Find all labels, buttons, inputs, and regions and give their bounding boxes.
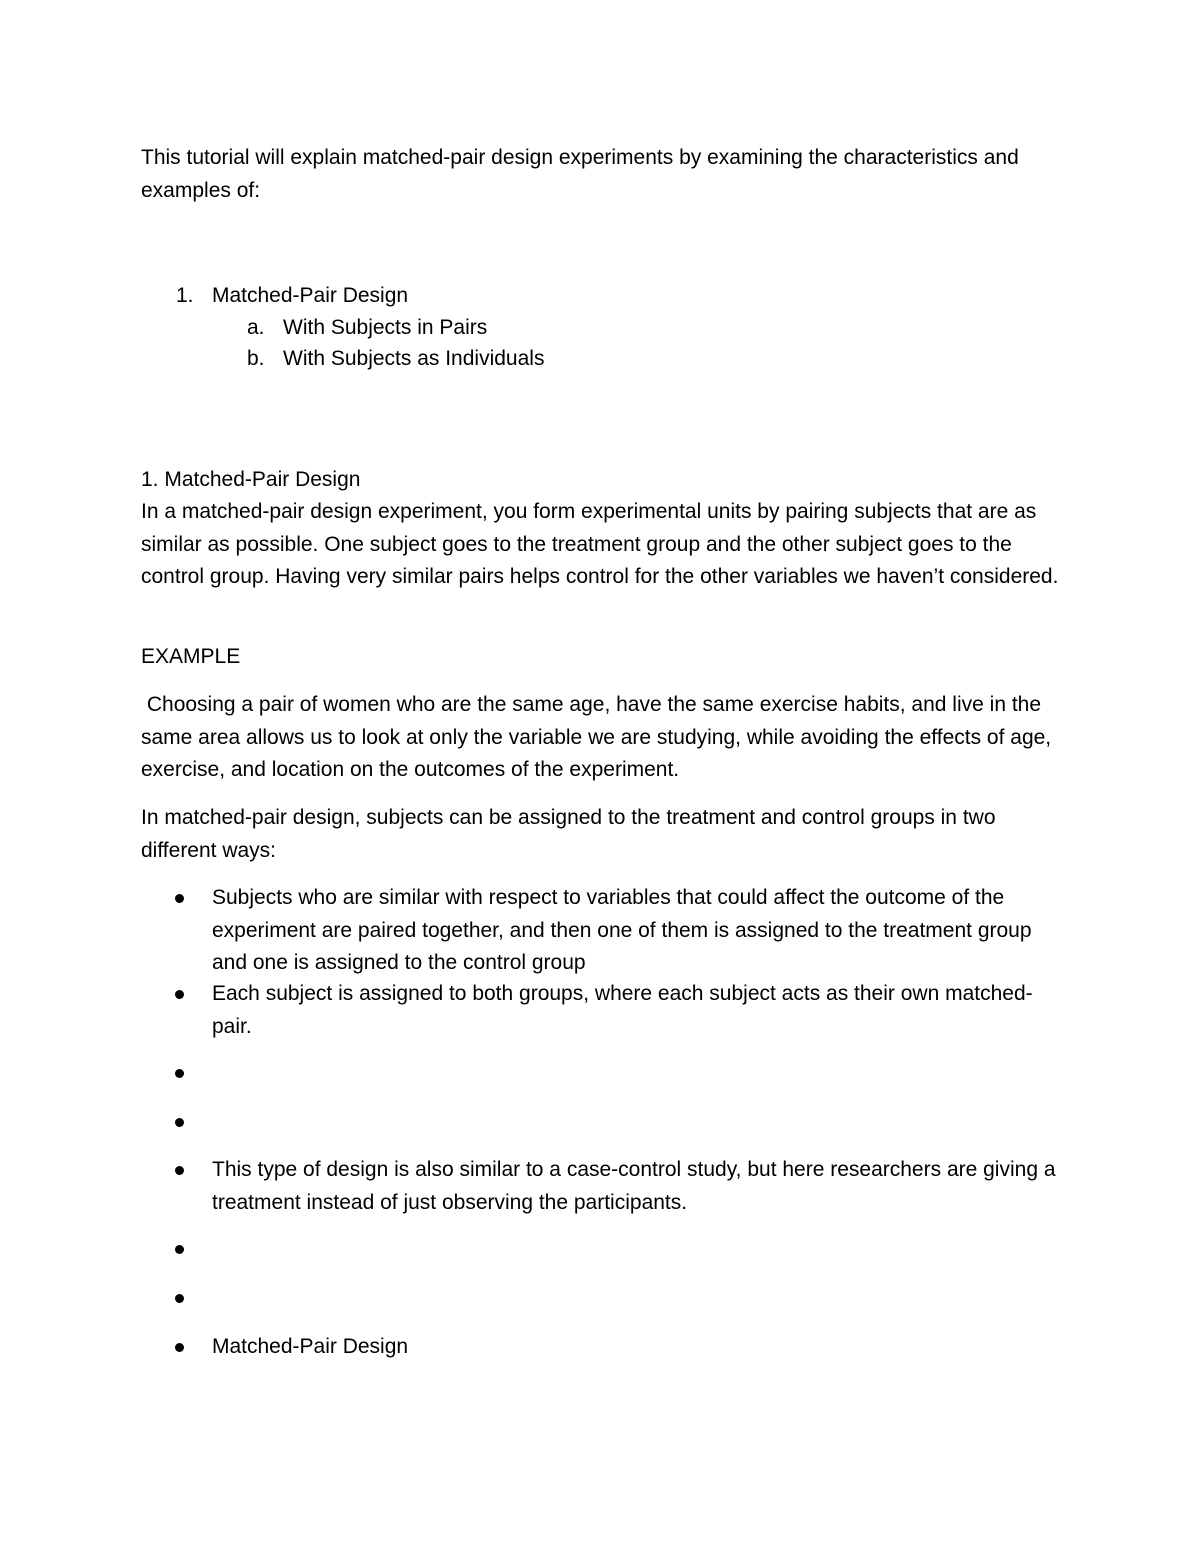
bullet-icon: [175, 1343, 184, 1352]
bullet-icon: [175, 1294, 184, 1303]
assignment-ways-paragraph: In matched-pair design, subjects can be assigned to the treatment and control groups in two different ways:: [141, 806, 996, 862]
bullet-icon: [175, 1069, 184, 1078]
bullet-icon: [175, 990, 184, 999]
list-item-text: This type of design is also similar to a case-control study, but here researchers are giving a treatment instead of just observing the participants.: [212, 1158, 1056, 1214]
toc-subitem-letter: b.: [247, 347, 265, 370]
example-label: EXAMPLE: [141, 645, 241, 668]
section-heading: 1. Matched-Pair Design: [141, 468, 361, 491]
list-item-text: Subjects who are similar with respect to variables that could affect the outcome of the experiment are paired together, and then one of them is assigned to the treatment group and one is assigned to the control group: [212, 886, 1032, 974]
section-paragraph: In a matched-pair design experiment, you form experimental units by pairing subjects that are as similar as possible. One subject goes to the treatment group and the other subject goes to the control group. Having very similar pairs helps control for the other variables we haven’t considered.: [141, 500, 1059, 588]
list-item-text: Each subject is assigned to both groups, where each subject acts as their own matched-pair.: [212, 982, 1033, 1038]
bullet-icon: [175, 1166, 184, 1175]
toc-item-number: 1.: [176, 284, 194, 307]
intro-paragraph: This tutorial will explain matched-pair design experiments by examining the characteristics and examples of:: [141, 146, 1019, 202]
toc-subitem-label: With Subjects in Pairs: [283, 316, 488, 339]
example-paragraph: Choosing a pair of women who are the same age, have the same exercise habits, and live in the same area allows us to look at only the variable we are studying, while avoiding the effects of age, exercise, and location on the outcomes of the experiment.: [141, 693, 1057, 781]
list-item-text: Matched-Pair Design: [212, 1335, 409, 1358]
bullet-icon: [175, 1245, 184, 1254]
toc-subitem-label: With Subjects as Individuals: [283, 347, 545, 370]
bullet-icon: [175, 1118, 184, 1127]
toc-item-label: Matched-Pair Design: [212, 284, 409, 307]
bullet-icon: [175, 894, 184, 903]
toc-subitem-letter: a.: [247, 316, 265, 339]
